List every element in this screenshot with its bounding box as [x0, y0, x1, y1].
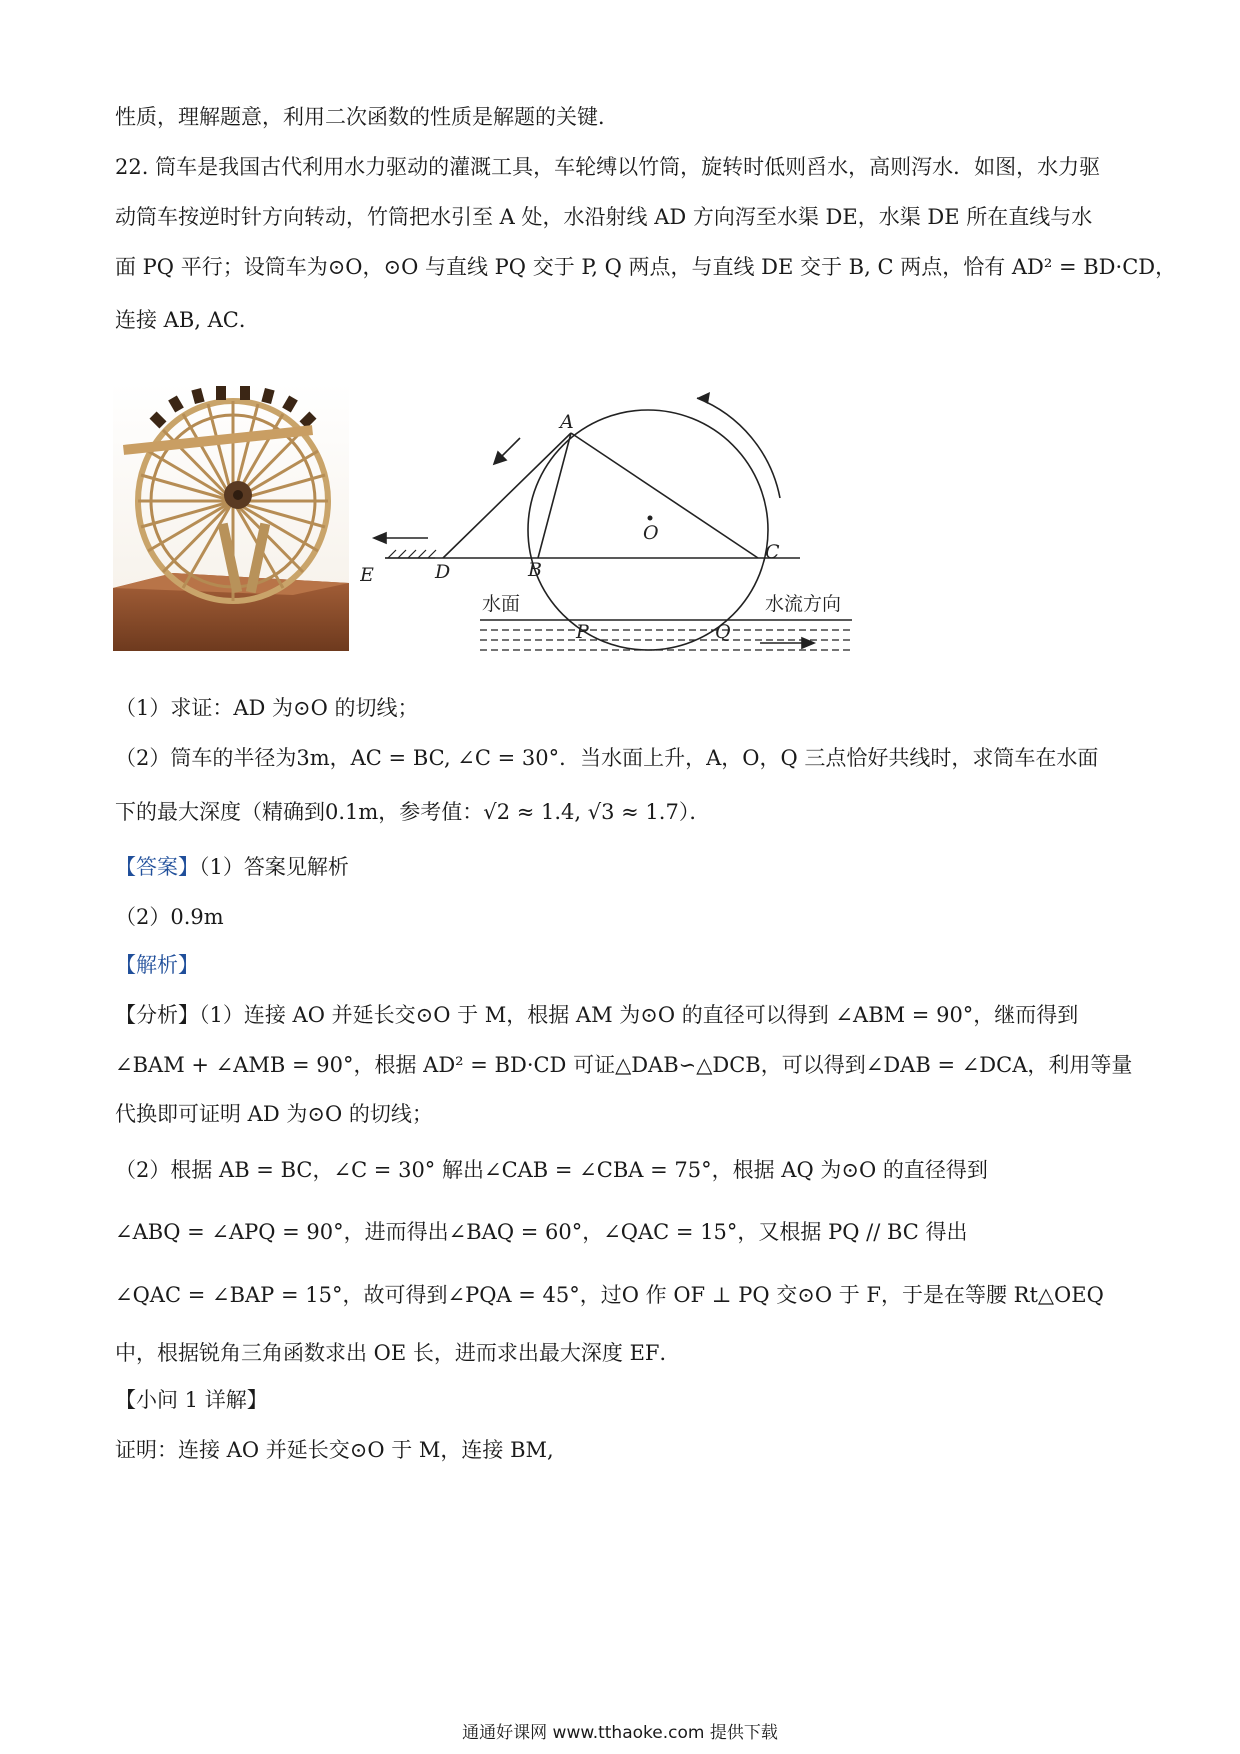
- label-e: E: [360, 564, 374, 586]
- label-q: Q: [715, 621, 731, 643]
- label-b: B: [528, 559, 542, 581]
- text-line-1: 性质，理解题意，利用二次函数的性质是解题的关键．: [115, 105, 619, 129]
- label-c: C: [765, 541, 780, 563]
- analysis-line-3: 代换即可证明 AD 为⊙O 的切线；: [115, 1102, 433, 1126]
- label-o: O: [643, 522, 659, 544]
- flow-direction-label: 水流方向: [765, 593, 842, 615]
- question-2-line-2: 下的最大深度（精确到0.1m，参考值：√2 ≈ 1.4, √3 ≈ 1.7）．: [115, 800, 711, 824]
- analysis-line-1: 【分析】（1）连接 AO 并延长交⊙O 于 M，根据 AM 为⊙O 的直径可以得到 ∠ABM = 90°，继而得到: [115, 1003, 1079, 1027]
- label-p: P: [576, 621, 589, 643]
- water-surface-label: 水面: [482, 593, 521, 615]
- water-wheel-photo: [113, 383, 349, 651]
- analysis-line-4: （2）根据 AB = BC，∠C = 30° 解出∠CAB = ∠CBA = 75°，根据 AQ 为⊙O 的直径得到: [115, 1158, 988, 1182]
- analysis-line-6: ∠QAC = ∠BAP = 15°，故可得到∠PQA = 45°，过O 作 OF ⊥ PQ 交⊙O 于 F，于是在等腰 Rt△OEQ: [115, 1283, 1104, 1307]
- label-a: A: [560, 411, 574, 433]
- answer-line-2: （2）0.9m: [115, 905, 224, 929]
- problem-22-line-1: 22. 筒车是我国古代利用水力驱动的灌溉工具，车轮缚以竹筒，旋转时低则舀水，高则泻水．如图，水力驱: [115, 155, 1101, 179]
- answer-tag: 【答案】: [115, 855, 199, 879]
- analysis-line-7: 中，根据锐角三角函数求出 OE 长，进而求出最大深度 EF．: [115, 1341, 681, 1365]
- label-d: D: [435, 561, 451, 583]
- question-1: （1）求证：AD 为⊙O 的切线；: [115, 696, 419, 720]
- geometry-diagram: [360, 378, 860, 663]
- problem-22-line-4: 连接 AB, AC．: [115, 308, 260, 332]
- analysis-line-5: ∠ABQ = ∠APQ = 90°，进而得出∠BAQ = 60°，∠QAC = 15°，又根据 PQ // BC 得出: [115, 1220, 968, 1244]
- answer-1-text: （1）答案见解析: [199, 855, 349, 879]
- answer-line-1: [115, 852, 1135, 882]
- analysis-line-2: ∠BAM + ∠AMB = 90°，根据 AD² = BD·CD 可证△DAB∽△DCB，可以得到∠DAB = ∠DCA，利用等量: [115, 1053, 1133, 1077]
- subquestion-1-heading: 【小问 1 详解】: [115, 1388, 268, 1412]
- problem-22-line-2: 动筒车按逆时针方向转动，竹筒把水引至 A 处，水沿射线 AD 方向泻至水渠 DE，水渠 DE 所在直线与水: [115, 205, 1093, 229]
- proof-line-1: 证明：连接 AO 并延长交⊙O 于 M，连接 BM,: [115, 1438, 554, 1462]
- question-2-line-1: （2）筒车的半径为3m，AC = BC, ∠C = 30°．当水面上升，A，O，Q 三点恰好共线时，求筒车在水面: [115, 746, 1099, 770]
- analysis-tag: 【解析】: [115, 953, 199, 977]
- footer-text: 通通好课网 www.tthaoke.com 提供下载: [462, 1723, 778, 1743]
- problem-22-line-3: 面 PQ 平行；设筒车为⊙O，⊙O 与直线 PQ 交于 P, Q 两点，与直线 DE 交于 B, C 两点，恰有 AD² = BD·CD，: [115, 255, 1177, 279]
